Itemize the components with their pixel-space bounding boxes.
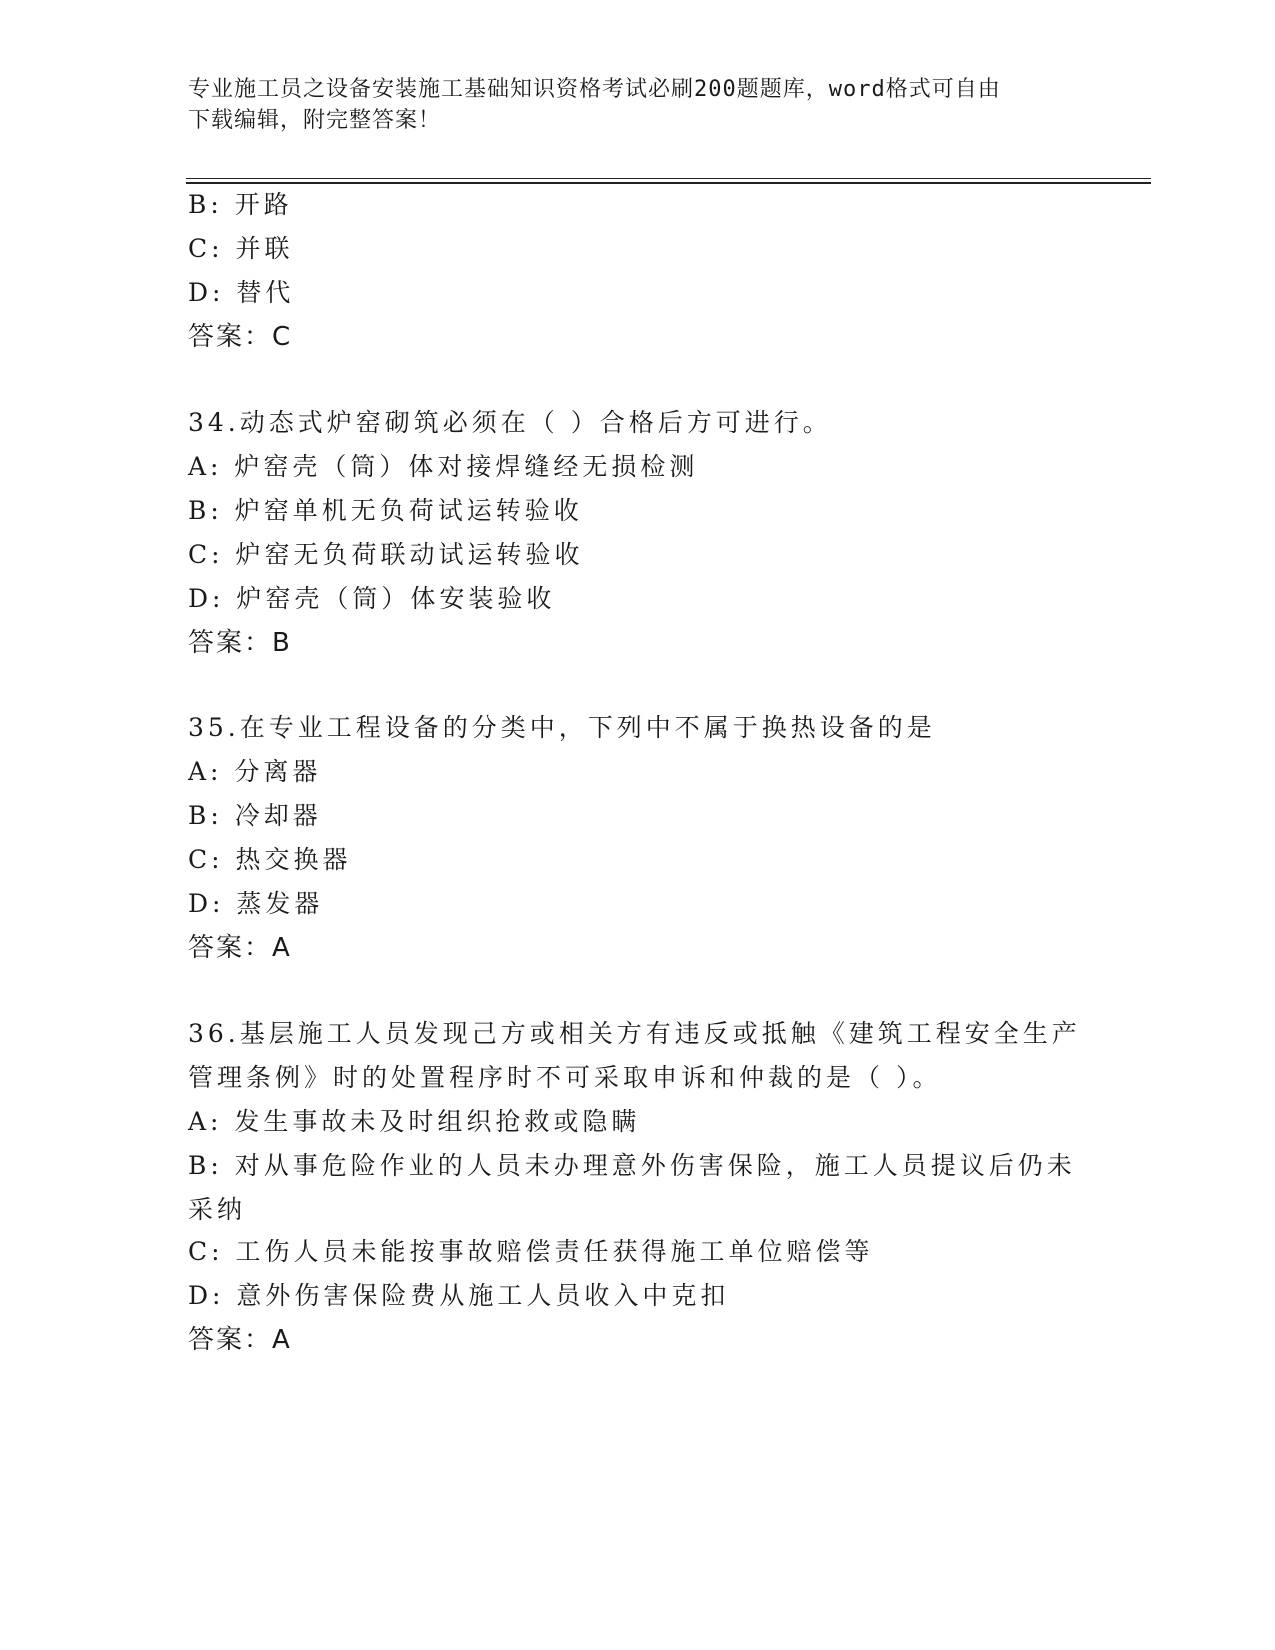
header-rule-thick <box>186 182 1151 184</box>
q33-answer: 答案：C <box>188 322 293 352</box>
q35-option-d: D: 蒸发器 <box>188 889 324 918</box>
q36-option-d: D: 意外伤害保险费从施工人员收入中克扣 <box>188 1281 730 1310</box>
q36-stem-line-1: 36.基层施工人员发现己方或相关方有违反或抵触《建筑工程安全生产 <box>188 1019 1081 1048</box>
q35-stem: 35.在专业工程设备的分类中，下列中不属于换热设备的是 <box>188 713 936 742</box>
q36-option-b-line-2: 采纳 <box>188 1195 247 1224</box>
q34-option-a: A: 炉窑壳（筒）体对接焊缝经无损检测 <box>188 452 699 481</box>
q36-option-a: A: 发生事故未及时组织抢救或隐瞒 <box>188 1107 641 1136</box>
q35-option-b: B: 冷却器 <box>188 801 322 830</box>
q36-option-c: C: 工伤人员未能按事故赔偿责任获得施工单位赔偿等 <box>188 1237 874 1266</box>
q35-option-a: A: 分离器 <box>188 757 322 786</box>
q34-option-c: C: 炉窑无负荷联动试运转验收 <box>188 540 584 569</box>
q36-option-b-line-1: B: 对从事危险作业的人员未办理意外伤害保险，施工人员提议后仍未 <box>188 1151 1076 1180</box>
q36-answer: 答案：A <box>188 1325 292 1355</box>
q35-option-c: C: 热交换器 <box>188 845 352 874</box>
header-line-2: 下载编辑，附完整答案！ <box>188 108 442 133</box>
q35-answer: 答案：A <box>188 933 292 963</box>
q33-option-b: B: 开路 <box>188 190 293 219</box>
q34-answer: 答案：B <box>188 628 292 658</box>
q33-option-d: D: 替代 <box>188 278 295 307</box>
q36-stem-line-2: 管理条例》时的处置程序时不可采取申诉和仲裁的是（ ）。 <box>188 1063 942 1092</box>
header-line-1: 专业施工员之设备安装施工基础知识资格考试必刷200题题库，word格式可自由 <box>188 77 1001 102</box>
q34-option-b: B: 炉窑单机无负荷试运转验收 <box>188 496 583 525</box>
q34-stem: 34.动态式炉窑砌筑必须在（ ）合格后方可进行。 <box>188 408 832 437</box>
q33-option-c: C: 并联 <box>188 234 294 263</box>
document-header <box>188 74 1068 136</box>
q34-option-d: D: 炉窑壳（筒）体安装验收 <box>188 584 556 613</box>
header-rule-thin <box>186 178 1151 179</box>
